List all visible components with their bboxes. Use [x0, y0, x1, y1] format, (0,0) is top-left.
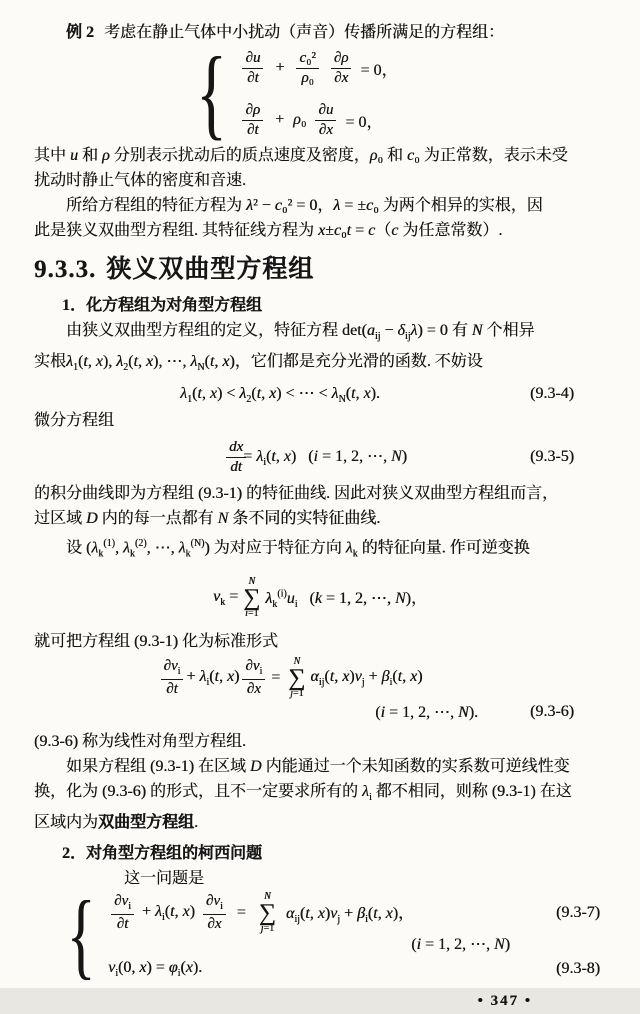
paragraph-cauchy: 这一问题是 — [124, 870, 205, 888]
example-paragraph — [34, 20, 606, 45]
fraction-numerator: dx — [226, 440, 246, 458]
paragraph-standard-form: 就可把方程组 (9.3-1) 化为标准形式 — [34, 632, 278, 650]
equation-tag: (9.3-5) — [530, 448, 574, 466]
equals-operator: = — [236, 904, 246, 922]
fraction-denominator: dt — [230, 458, 242, 475]
fraction-numerator: ∂u — [242, 51, 263, 69]
equation-sound-2 — [239, 100, 397, 140]
system-lines — [108, 893, 606, 983]
equation-system-cauchy — [58, 881, 606, 989]
equation-tag: (9.3-8) — [556, 960, 600, 978]
index-condition: (i = 1, 2, ⋯, N). — [375, 704, 479, 722]
fraction-numerator: $\partial v_i$ — [203, 894, 226, 915]
fraction-denominator: ∂t — [166, 680, 178, 697]
sum-lower-limit: j=1 — [260, 923, 275, 935]
sum-upper-limit: N — [248, 575, 256, 587]
left-brace: { — [66, 881, 96, 989]
paragraph-curves-line2: 过区域 D 内的每一点都有 N 条不同的实特征曲线. — [34, 510, 381, 528]
fraction-c0-rho0 — [296, 51, 318, 86]
paragraph-characteristic-line1: 所给方程组的特征方程为 λ² − c₀² = 0，λ = ±c₀ 为两个相异的实根，因 — [66, 197, 543, 214]
paragraph-definition-line1: 由狭义双曲型方程组的定义，特征方程 $\det(a_{ij} - \delta_{ij}\lambda) = 0$ 有 N 个相异 — [66, 322, 535, 343]
fraction-numerator: ∂ρ — [331, 51, 352, 69]
equation-rhs: $\alpha_{ij}(t$, $x)v_j + \beta_i(t$, x) — [310, 667, 423, 688]
equation-9-3-8 — [108, 955, 606, 983]
subsection-heading-2: 2．对角型方程组的柯西问题 — [62, 845, 263, 863]
example-label: 例 2 — [66, 24, 95, 41]
equation-rhs: = 0， — [360, 61, 398, 79]
equation-9-3-6-line2 — [34, 700, 606, 725]
equation-vk-transform — [34, 569, 606, 627]
equation-9-3-7 — [108, 893, 606, 933]
fraction-numerator: $\partial v_i$ — [111, 894, 134, 915]
summation — [288, 657, 305, 699]
section-title: 狭义双曲型方程组 — [106, 256, 315, 283]
equation-body: = $\lambda_i(t$, x) (i = 1, 2, ⋯, N) — [243, 448, 407, 469]
fraction-denominator: ∂x — [334, 69, 349, 86]
fraction-numerator: $\partial v_i$ — [242, 659, 265, 680]
left-brace: { — [195, 37, 227, 151]
summation — [243, 577, 260, 619]
equation-system-sound-waves — [6, 37, 578, 151]
system-lines — [239, 48, 397, 140]
equation-rhs: $\lambda_k^{(i)}u_i$ (k = 1, 2, ⋯, N)， — [265, 588, 427, 611]
sum-lower-limit: j=1 — [290, 687, 304, 699]
equation-9-3-7-condition — [108, 933, 606, 955]
equation-9-3-6-line1 — [4, 656, 576, 700]
equals-operator: = — [271, 668, 281, 686]
fraction-drho-dx — [331, 51, 352, 86]
subsection-heading-1: 1．化方程组为对角型方程组 — [62, 297, 263, 314]
paragraph-ode: 微分方程组 — [34, 412, 115, 430]
paragraph-general-line1: 如果方程组 (9.3-1) 在区域 D 内能通过一个未知函数的实系数可逆线性变 — [66, 757, 570, 775]
paragraph-u-rho-line1: 其中 u 和 ρ 分别表示扰动后的质点速度及密度，ρ₀ 和 c₀ 为正常数，表示未受 — [34, 147, 568, 164]
fraction-du-dx — [315, 103, 336, 138]
paragraph-vectors: 设 ($\lambda_k^{(1)}$, $\lambda_k^{(2)}$, ⋯, $\lambda_k^{(N)}$) 为对应于特征方向 $\lambda_k$ 的特征向量. 作可逆变换 — [66, 538, 530, 560]
fraction-denominator: ∂t — [116, 916, 129, 933]
fraction-dvi-dx — [242, 659, 265, 697]
equation-tag: (9.3-6) — [530, 703, 574, 721]
sum-upper-limit: N — [293, 655, 301, 667]
fraction-dvi-dt — [161, 659, 184, 697]
coefficient-rho0: ρ₀ — [293, 111, 307, 128]
sigma-symbol: ∑ — [243, 584, 261, 611]
section-heading — [34, 255, 606, 285]
fraction-denominator: ∂t — [247, 69, 259, 86]
equation-rhs: $\alpha_{ij}(t$, $x)v_j + \beta_i(t$, x)， — [285, 905, 415, 926]
equation-9-3-4 — [34, 381, 606, 407]
fraction-dvi-dx — [203, 894, 226, 932]
fraction-du-dt — [242, 51, 263, 86]
fraction-drho-dt — [242, 103, 263, 138]
equation-rhs: = 0， — [345, 113, 383, 131]
fraction-denominator: ∂x — [207, 916, 222, 933]
fraction-numerator: ∂u — [315, 103, 336, 121]
fraction-denominator: ∂x — [318, 121, 333, 138]
equation-body: $v_i(0$, $x) = \varphi_i(x)$. — [108, 958, 203, 980]
fraction-numerator: $\partial v_i$ — [161, 659, 184, 680]
paragraph-general-line3: 区域内为双曲型方程组. — [34, 814, 199, 832]
equation-lhs: $v_k$ = — [213, 587, 239, 608]
sigma-symbol: ∑ — [258, 900, 276, 927]
fraction-denominator: ∂x — [246, 680, 261, 697]
equation-tag: (9.3-4) — [530, 385, 574, 403]
equation-9-3-6 — [34, 656, 606, 725]
fraction-numerator: c₀² — [296, 51, 318, 69]
plus-operator: + — [275, 59, 285, 76]
paragraph-u-rho-line2: 扰动时静止气体的密度和音速. — [34, 172, 247, 189]
summation — [259, 892, 276, 934]
sigma-symbol: ∑ — [288, 664, 306, 691]
paragraph-definition-line2: 实根$\lambda_1(t$, x), $\lambda_2(t$, x), ⋯, $\lambda_N(t$, x)，它们都是充分光滑的函数. 不妨设 — [34, 353, 483, 374]
equation-body: $\lambda_1(t$, $x) < \lambda_2(t$, x) < ⋯ < $\lambda_N(t$, x). — [180, 385, 380, 406]
equation-middle: + $\lambda_i(t$, x) — [141, 902, 195, 924]
sum-upper-limit: N — [264, 891, 271, 903]
paragraph-characteristic-line2: 此是狭义双曲型方程组. 其特征线方程为 x±c₀t = c（c 为任意常数）. — [34, 222, 503, 239]
paragraph-diagonal-name: (9.3-6) 称为线性对角型方程组. — [34, 732, 246, 750]
index-condition: (i = 1, 2, ⋯, N) — [411, 936, 510, 954]
sum-lower-limit: i=1 — [245, 607, 259, 619]
equation-tag: (9.3-7) — [556, 904, 600, 922]
fraction-denominator: ∂t — [246, 121, 259, 138]
fraction-dvi-dt — [111, 894, 134, 932]
equation-middle: + $\lambda_i(t$, x) — [186, 667, 240, 688]
section-number: 9.3.3. — [34, 256, 97, 283]
equation-sound-1 — [239, 48, 397, 88]
page-number: • 347 • — [477, 993, 532, 1010]
fraction-denominator: ρ₀ — [301, 69, 314, 86]
paragraph-general-line2: 换，化为 (9.3-6) 的形式，且不一定要求所有的 $\lambda_i$ 都不相同，则称 (9.3-1) 在这 — [34, 782, 572, 804]
example-intro-text: 考虑在静止气体中小扰动（声音）传播所满足的方程组： — [104, 24, 505, 41]
paragraph-curves-line1: 的积分曲线即为方程组 (9.3-1) 的特征曲线. 因此对狭义双曲型方程组而言， — [34, 485, 558, 503]
equation-9-3-5 — [34, 434, 606, 480]
fraction-numerator: ∂ρ — [242, 103, 263, 121]
plus-operator: + — [275, 111, 285, 128]
